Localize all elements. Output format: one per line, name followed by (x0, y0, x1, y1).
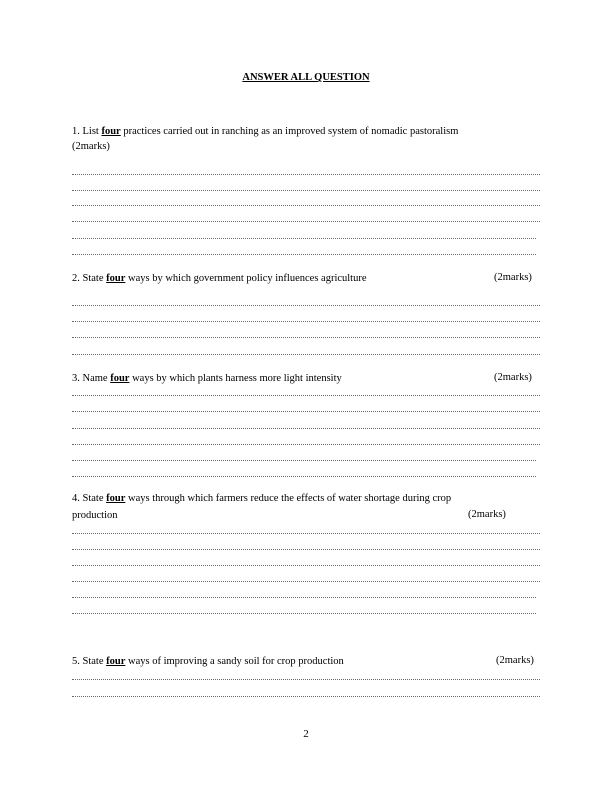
question-verb: Name (82, 373, 108, 384)
answer-line[interactable] (72, 411, 540, 412)
question-4-marks: (2marks) (468, 509, 506, 520)
answer-line[interactable] (72, 321, 540, 322)
answer-line[interactable] (72, 533, 540, 534)
emphasis-word: four (110, 373, 130, 384)
question-verb: State (82, 273, 104, 284)
question-text: ways by which government policy influences agriculture (128, 273, 367, 284)
question-text: practices carried out in ranching as an improved system of nomadic pastoralism (123, 126, 459, 137)
question-text: ways through which farmers reduce the effects of water shortage during crop (128, 493, 452, 504)
answer-line[interactable] (72, 549, 540, 550)
page-title: ANSWER ALL QUESTION (242, 72, 370, 83)
question-3 (72, 370, 342, 387)
question-number: 2. (72, 273, 80, 284)
answer-line[interactable] (72, 679, 540, 680)
emphasis-word: four (106, 493, 126, 504)
answer-line[interactable] (72, 444, 540, 445)
question-text: ways of improving a sandy soil for crop production (128, 656, 344, 667)
answer-line[interactable] (72, 460, 536, 461)
answer-line[interactable] (72, 395, 540, 396)
question-text: ways by which plants harness more light intensity (132, 373, 342, 384)
emphasis-word: four (106, 273, 126, 284)
answer-line[interactable] (72, 354, 540, 355)
question-2 (72, 270, 367, 287)
question-verb: State (82, 656, 104, 667)
emphasis-word: four (106, 656, 126, 667)
question-verb: State (82, 493, 104, 504)
question-number: 5. (72, 656, 80, 667)
answer-line[interactable] (72, 174, 540, 175)
answer-line[interactable] (72, 565, 540, 566)
answer-line[interactable] (72, 696, 540, 697)
answer-line[interactable] (72, 581, 540, 582)
answer-line[interactable] (72, 597, 536, 598)
question-number: 3. (72, 373, 80, 384)
answer-line[interactable] (72, 476, 536, 477)
question-number: 1. (72, 126, 80, 137)
answer-line[interactable] (72, 254, 536, 255)
answer-line[interactable] (72, 305, 540, 306)
answer-line[interactable] (72, 428, 540, 429)
question-2-marks: (2marks) (494, 272, 532, 283)
question-4 (72, 490, 451, 507)
question-verb: List (82, 126, 99, 137)
answer-line[interactable] (72, 337, 540, 338)
answer-line[interactable] (72, 190, 540, 191)
question-number: 4. (72, 493, 80, 504)
question-4-continuation: production (72, 510, 118, 521)
question-1 (72, 123, 458, 140)
answer-line[interactable] (72, 205, 540, 206)
emphasis-word: four (101, 126, 121, 137)
page-number: 2 (303, 728, 309, 740)
answer-line[interactable] (72, 238, 536, 239)
answer-line[interactable] (72, 221, 540, 222)
question-1-marks: (2marks) (72, 141, 110, 152)
answer-line[interactable] (72, 613, 536, 614)
question-5 (72, 653, 344, 670)
question-3-marks: (2marks) (494, 372, 532, 383)
question-5-marks: (2marks) (496, 655, 534, 666)
